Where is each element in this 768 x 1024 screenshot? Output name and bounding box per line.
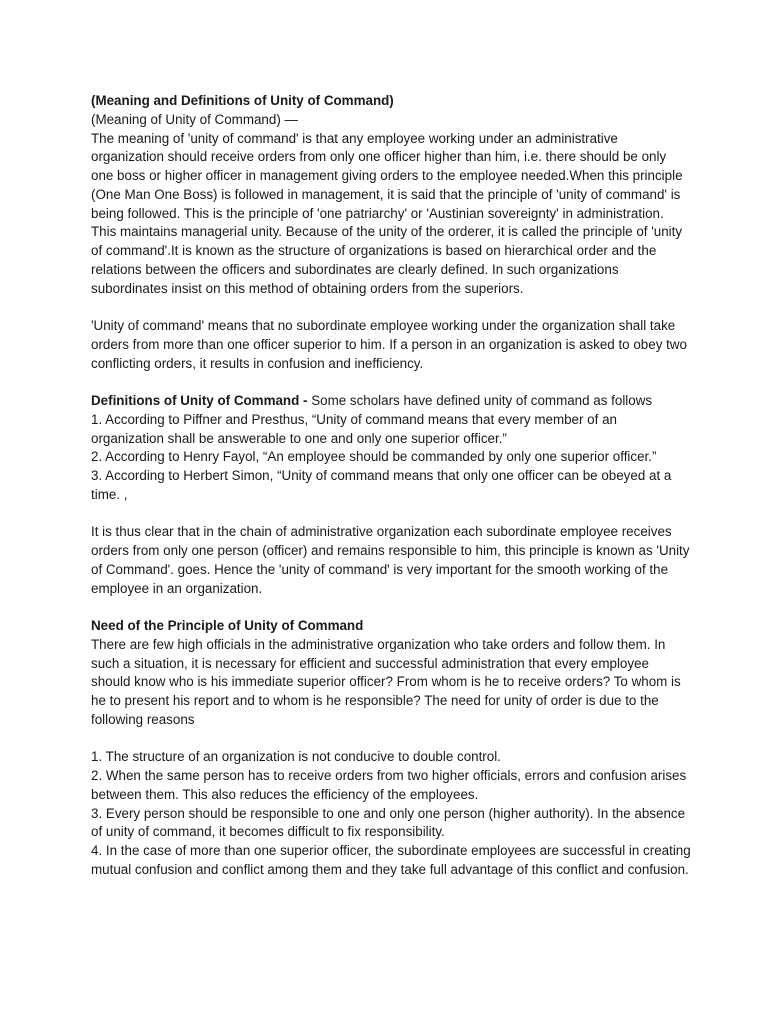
reason-item: 2. When the same person has to receive orders from two higher officials, errors and confusion arises between them. This also reduces the efficiency of the employees. [91, 768, 687, 802]
paragraph-spacer [91, 598, 691, 617]
need-intro-paragraph: There are few high officials in the administrative organization who take orders and follow them. In such a situation, it is necessary for efficient and successful administration that every employee should know who is his immediate superior officer? From whom is he to receive orders? To whom is he to present his report and to whom is he responsible? The need for unity of order is due to the following reasons [91, 636, 681, 727]
paragraph-spacer [91, 373, 691, 392]
document-page [91, 92, 691, 880]
definition-item: 2. According to Henry Fayol, “An employee should be commanded by only one superior officer.” [91, 449, 657, 465]
reason-item: 4. In the case of more than one superior officer, the subordinate employees are successful in creating mutual confusion and conflict among them and they take full advantage of this conflict and confusion. [91, 843, 691, 877]
paragraph-spacer [91, 298, 691, 317]
meaning-paragraph: The meaning of 'unity of command' is that any employee working under an administrative organization should receive orders from only one officer higher than him, i.e. there should be only one boss or higher officer in management giving orders to the employee needed.When this principle (One Man One Boss) is followed in management, it is said that the principle of 'unity of command' is being followed. This is the principle of 'one patriarchy' or 'Austinian sovereignty' in administration. This maintains managerial unity. Because of the unity of the orderer, it is called the principle of 'unity of command'.It is known as the structure of organizations is based on hierarchical order and the relations between the officers and subordinates are clearly defined. In such organizations subordinates insist on this method of obtaining orders from the superiors. [91, 130, 683, 296]
paragraph-spacer [91, 730, 691, 749]
unity-paragraph: 'Unity of command' means that no subordinate employee working under the organization shall take orders from more than one officer superior to him. If a person in an organization is asked to obey two conflicting orders, it results in confusion and inefficiency. [91, 318, 687, 371]
need-heading: Need of the Principle of Unity of Command [91, 618, 364, 633]
definitions-heading: Definitions of Unity of Command - [91, 393, 308, 408]
reason-item: 3. Every person should be responsible to one and only one person (higher authority). In the absence of unity of command, it becomes difficult to fix responsibility. [91, 805, 686, 840]
reason-item: 1. The structure of an organization is not conducive to double control. [91, 749, 501, 765]
section-heading: (Meaning and Definitions of Unity of Command) [91, 93, 394, 108]
paragraph-spacer [91, 505, 691, 524]
definitions-block [91, 392, 691, 411]
conclusion-paragraph: It is thus clear that in the chain of administrative organization each subordinate employee receives orders from only one person (officer) and remains responsible to him, this principle is known as 'Unity of Command'. goes. Hence the 'unity of command' is very important for the smooth working of the employee in an organization. [91, 524, 690, 596]
definitions-intro: Some scholars have defined unity of command as follows [307, 393, 653, 408]
definition-item: 1. According to Piffner and Presthus, “Unity of command means that every member of an organization shall be answerable to one and only one superior officer.” [91, 411, 617, 446]
section-subheading: (Meaning of Unity of Command) — [91, 111, 298, 127]
definition-item: 3. According to Herbert Simon, “Unity of command means that only one officer can be obeyed at a time. , [91, 468, 672, 502]
